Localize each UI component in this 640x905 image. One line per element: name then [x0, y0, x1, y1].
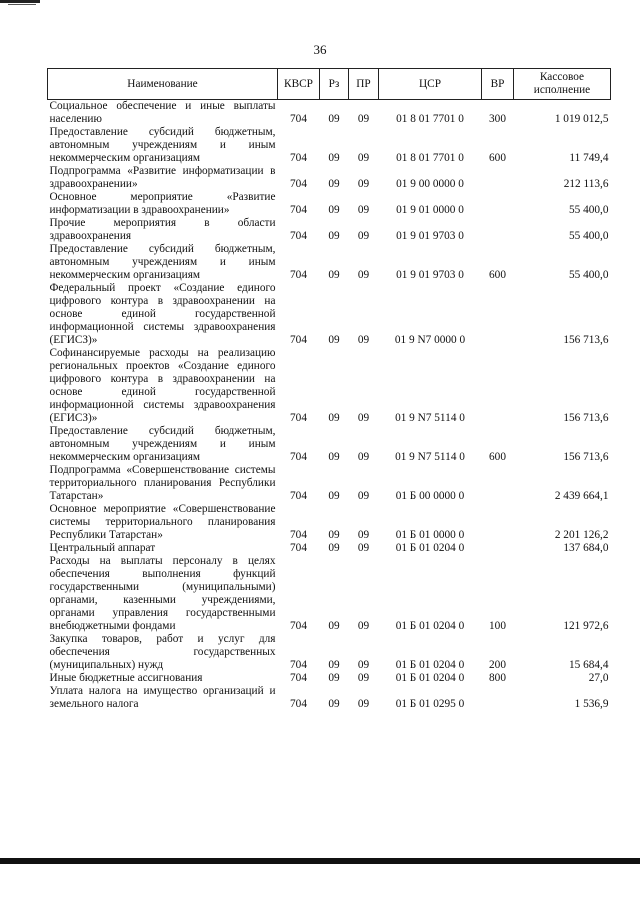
cell-rz: 09 [328, 698, 340, 710]
cell-amount: 156 713,6 [563, 334, 609, 346]
table-row [48, 555, 611, 633]
cell-vr [482, 217, 514, 243]
scan-edge-mark [0, 0, 40, 3]
cell-vr: 600 [489, 269, 506, 281]
cell-pr: 09 [357, 334, 370, 346]
cell-kvsr: 704 [290, 672, 307, 684]
cell-vr: 200 [489, 659, 506, 671]
cell-name: Основное мероприятие «Совершенствование системы территориального планирования Республики Татарстан» [49, 503, 276, 541]
header-csr: ЦСР [379, 69, 482, 100]
table-row [48, 347, 611, 425]
cell-amount: 1 019 012,5 [554, 113, 609, 125]
cell-csr: 01 Б 01 0204 0 [395, 672, 465, 684]
cell-rz: 09 [328, 334, 340, 346]
cell-kvsr: 704 [290, 542, 307, 554]
table-row [48, 542, 611, 555]
cell-name: Предоставление субсидий бюджетным, автономным учреждениям и иным некоммерческим организациям [49, 243, 276, 281]
cell-name: Предоставление субсидий бюджетным, автономным учреждениям и иным некоммерческим организациям [49, 425, 276, 463]
table-row [48, 243, 611, 282]
table-row [48, 217, 611, 243]
cell-name: Уплата налога на имущество организаций и земельного налога [49, 685, 276, 710]
cell-vr: 100 [489, 620, 506, 632]
cell-kvsr: 704 [290, 152, 307, 164]
table-row [48, 191, 611, 217]
cell-name: Подпрограмма «Развитие информатизации в здравоохранении» [49, 165, 276, 190]
cell-csr: 01 Б 01 0204 0 [395, 542, 465, 554]
cell-vr [482, 282, 514, 347]
cell-vr: 600 [489, 152, 506, 164]
cell-csr: 01 Б 01 0000 0 [395, 529, 465, 541]
page-number: 36 [313, 42, 327, 57]
cell-name: Закупка товаров, работ и услуг для обеспечения государственных (муниципальных) нужд [49, 633, 276, 671]
header-amount: Кассовое исполнение [514, 69, 611, 100]
scan-bottom-bar [0, 858, 640, 864]
cell-pr: 09 [357, 659, 370, 671]
table-row [48, 425, 611, 464]
cell-vr: 600 [489, 451, 506, 463]
cell-vr [482, 165, 514, 191]
cell-amount: 55 400,0 [568, 204, 609, 216]
cell-rz: 09 [328, 659, 340, 671]
cell-kvsr: 704 [290, 529, 307, 541]
cell-csr: 01 9 01 9703 0 [396, 269, 464, 281]
cell-name: Прочие мероприятия в области здравоохранения [49, 217, 276, 242]
cell-csr: 01 Б 01 0204 0 [395, 620, 465, 632]
cell-kvsr: 704 [290, 490, 307, 502]
table-row [48, 672, 611, 685]
cell-amount: 15 684,4 [568, 659, 609, 671]
cell-pr: 09 [357, 490, 370, 502]
table-row [48, 464, 611, 503]
cell-pr: 09 [357, 230, 370, 242]
cell-rz: 09 [328, 451, 340, 463]
cell-pr: 09 [357, 542, 370, 554]
cell-vr [482, 685, 514, 711]
cell-csr: 01 9 01 0000 0 [396, 204, 464, 216]
cell-pr: 09 [357, 269, 370, 281]
table-row [48, 126, 611, 165]
table-row [48, 633, 611, 672]
cell-amount: 11 749,4 [569, 152, 609, 164]
cell-rz: 09 [328, 113, 340, 125]
cell-amount: 55 400,0 [568, 269, 609, 281]
cell-vr [482, 191, 514, 217]
cell-kvsr: 704 [290, 620, 307, 632]
table-row [48, 165, 611, 191]
cell-csr: 01 9 N7 0000 0 [394, 334, 466, 346]
cell-rz: 09 [328, 230, 340, 242]
cell-name: Иные бюджетные ассигнования [49, 672, 203, 684]
cell-pr: 09 [357, 698, 370, 710]
cell-pr: 09 [357, 672, 370, 684]
table-row [48, 503, 611, 542]
cell-rz: 09 [328, 269, 340, 281]
cell-name: Основное мероприятие «Развитие информатизации в здравоохранении» [49, 191, 276, 216]
cell-vr [482, 542, 514, 555]
header-rz: Рз [320, 69, 349, 100]
table-header [48, 69, 611, 100]
cell-csr: 01 Б 00 0000 0 [395, 490, 465, 502]
table-row [48, 100, 611, 127]
cell-pr: 09 [357, 113, 370, 125]
cell-csr: 01 8 01 7701 0 [396, 152, 464, 164]
cell-vr [482, 464, 514, 503]
cell-csr: 01 9 N7 5114 0 [395, 451, 465, 463]
cell-name: Предоставление субсидий бюджетным, автономным учреждениям и иным некоммерческим организациям [49, 126, 276, 164]
cell-pr: 09 [357, 412, 370, 424]
budget-execution-table [47, 68, 611, 711]
cell-rz: 09 [328, 529, 340, 541]
cell-vr [482, 347, 514, 425]
cell-rz: 09 [328, 620, 340, 632]
cell-rz: 09 [328, 672, 340, 684]
cell-amount: 1 536,9 [574, 698, 609, 710]
header-kvsr: КВСР [278, 69, 320, 100]
cell-name: Федеральный проект «Создание единого цифрового контура в здравоохранении на основе единой государственной информационной системы здравоохранения (ЕГИСЗ)» [49, 282, 276, 346]
cell-kvsr: 704 [290, 204, 307, 216]
cell-kvsr: 704 [290, 178, 307, 190]
cell-kvsr: 704 [290, 113, 307, 125]
cell-csr: 01 9 01 9703 0 [396, 230, 464, 242]
cell-kvsr: 704 [290, 334, 307, 346]
cell-kvsr: 704 [290, 230, 307, 242]
cell-name: Подпрограмма «Совершенствование системы территориального планирования Республики Татарстан» [49, 464, 276, 502]
cell-amount: 137 684,0 [563, 542, 609, 554]
cell-amount: 2 201 126,2 [554, 529, 609, 541]
cell-rz: 09 [328, 178, 340, 190]
cell-kvsr: 704 [290, 451, 307, 463]
cell-csr: 01 Б 01 0204 0 [395, 659, 465, 671]
cell-pr: 09 [357, 178, 370, 190]
cell-amount: 27,0 [588, 672, 609, 684]
scan-edge-mark-thin [8, 4, 36, 5]
header-name: Наименование [48, 69, 278, 100]
header-vr: ВР [482, 69, 514, 100]
cell-vr: 300 [489, 113, 506, 125]
cell-rz: 09 [328, 204, 340, 216]
cell-kvsr: 704 [290, 659, 307, 671]
cell-vr: 800 [489, 672, 506, 684]
cell-amount: 55 400,0 [568, 230, 609, 242]
cell-csr: 01 8 01 7701 0 [396, 113, 464, 125]
cell-amount: 212 113,6 [563, 178, 609, 190]
cell-csr: 01 9 00 0000 0 [396, 178, 464, 190]
cell-name: Социальное обеспечение и иные выплаты населению [49, 100, 276, 125]
cell-rz: 09 [328, 542, 340, 554]
cell-rz: 09 [328, 152, 340, 164]
table-row [48, 282, 611, 347]
cell-pr: 09 [357, 152, 370, 164]
cell-amount: 2 439 664,1 [554, 490, 609, 502]
cell-pr: 09 [357, 620, 370, 632]
cell-pr: 09 [357, 204, 370, 216]
cell-name: Софинансируемые расходы на реализацию региональных проектов «Создание единого цифрового контура в здравоохранении на основе единой государственной информационной системы здравоохранения (ЕГИСЗ)» [49, 347, 276, 424]
cell-kvsr: 704 [290, 698, 307, 710]
cell-pr: 09 [357, 529, 370, 541]
cell-kvsr: 704 [290, 412, 307, 424]
cell-amount: 121 972,6 [563, 620, 609, 632]
cell-pr: 09 [357, 451, 370, 463]
header-pr: ПР [349, 69, 379, 100]
cell-rz: 09 [328, 490, 340, 502]
cell-amount: 156 713,6 [563, 412, 609, 424]
cell-kvsr: 704 [290, 269, 307, 281]
cell-rz: 09 [328, 412, 340, 424]
cell-name: Расходы на выплаты персоналу в целях обеспечения выполнения функций государственными (муниципальными) органами, казенными учреждениями, органами управления государственными внебюджетными фондами [49, 555, 276, 632]
table-row [48, 685, 611, 711]
cell-csr: 01 9 N7 5114 0 [395, 412, 465, 424]
table-body [48, 100, 611, 712]
cell-vr [482, 503, 514, 542]
cell-amount: 156 713,6 [563, 451, 609, 463]
cell-name: Центральный аппарат [49, 542, 156, 554]
cell-csr: 01 Б 01 0295 0 [395, 698, 465, 710]
